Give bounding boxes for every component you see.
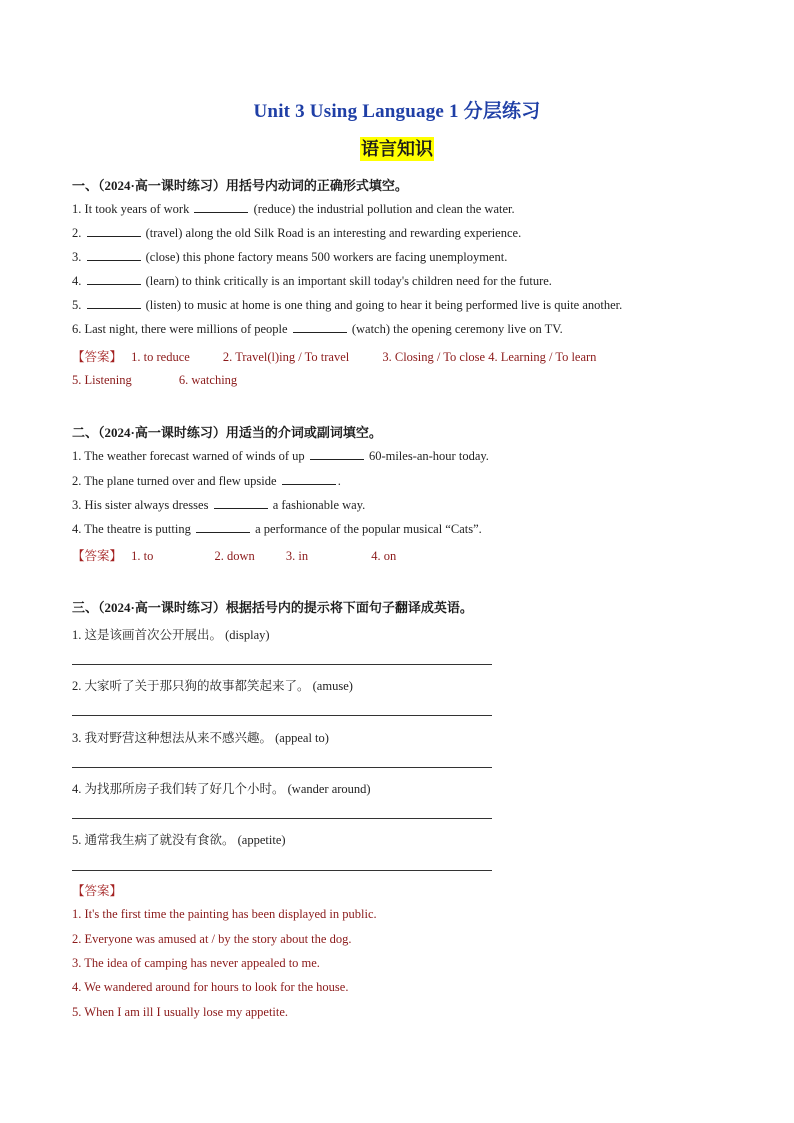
section1-heading: 一、（2024·高一课时练习）用括号内动词的正确形式填空。 [72,178,408,193]
question-hint: (display) [225,628,270,642]
question-hint: (amuse) [312,679,353,693]
question-text: 我对野营这种想法从来不感兴趣。 [84,731,273,745]
question-text-before: It took years of work [84,202,190,216]
question-text-before: Last night, there were millions of people [84,322,288,336]
answer-label: 【答案】 [72,884,123,898]
question-text-after: (travel) along the old Silk Road is an interesting and rewarding experience. [145,226,522,240]
fill-blank[interactable] [196,521,250,533]
question-text-after: (learn) to think critically is an important skill today's children need for the future. [145,274,552,288]
s1-question-5 [72,297,622,313]
s3-question-5 [72,830,286,848]
question-text-after: (reduce) the industrial pollution and clean the water. [253,202,515,216]
fill-blank[interactable] [282,473,336,485]
question-text-after: a fashionable way. [272,498,366,512]
question-number: 3. [72,498,82,512]
question-number: 2. [72,226,82,240]
s2-question-3 [72,497,365,513]
fill-blank[interactable] [194,201,248,213]
answer-writing-line[interactable] [72,870,492,871]
s2-question-2 [72,473,341,489]
question-number: 6. [72,322,82,336]
answer-writing-line[interactable] [72,818,492,819]
answer-writing-line[interactable] [72,664,492,665]
question-number: 3. [72,250,82,264]
question-text-after: (close) this phone factory means 500 workers are facing unemployment. [145,250,508,264]
s3-answer-1: 1. It's the first time the painting has been displayed in public. [72,907,377,921]
question-number: 1. [72,202,82,216]
s3-answer-5: 5. When I am ill I usually lose my appetite. [72,1005,289,1019]
section3-heading: 三、（2024·高一课时练习）根据括号内的提示将下面句子翻译成英语。 [72,600,473,615]
question-number: 3. [72,731,82,745]
question-text-before: The theatre is putting [84,522,191,536]
answer-item: 2. down [214,549,255,563]
answer-writing-line[interactable] [72,767,492,768]
s3-question-3 [72,728,329,746]
question-text-after: (watch) the opening ceremony live on TV. [351,322,563,336]
question-hint: (appetite) [237,833,286,847]
question-text-after: a performance of the popular musical “Cats”. [255,522,482,536]
s3-answer-3: 3. The idea of camping has never appealed to me. [72,956,320,970]
question-text: 通常我生病了就没有食欲。 [84,833,235,847]
fill-blank[interactable] [214,497,268,509]
s2-question-4 [72,521,482,537]
s3-answer-4: 4. We wandered around for hours to look for the house. [72,980,349,994]
s3-question-1 [72,625,270,643]
s1-question-4 [72,273,552,289]
s1-answers-row1 [72,347,596,365]
fill-blank[interactable] [87,297,141,309]
answer-item: 3. Closing / To close 4. Learning / To learn [382,350,597,364]
question-number: 2. [72,679,82,693]
s1-question-2 [72,225,521,241]
question-text-before: The plane turned over and flew upside [84,474,277,488]
page-title: Unit 3 Using Language 1 分层练习 [253,101,541,122]
fill-blank[interactable] [310,448,364,460]
answer-item: 4. on [371,549,397,563]
fill-blank[interactable] [293,321,347,333]
question-text-after: (listen) to music at home is one thing and going to hear it being performed live is quite another. [145,298,623,312]
question-number: 5. [72,298,82,312]
question-text: 这是该画首次公开展出。 [84,628,223,642]
question-hint: (wander around) [287,782,371,796]
fill-blank[interactable] [87,249,141,261]
question-text: 为找那所房子我们转了好几个小时。 [84,782,285,796]
question-text-before: His sister always dresses [84,498,209,512]
fill-blank[interactable] [87,273,141,285]
answer-label: 【答案】 [72,549,123,563]
subtitle-wrap [0,137,794,161]
question-hint: (appeal to) [275,731,329,745]
s2-answers [72,546,396,564]
section2-heading: 二、（2024·高一课时练习）用适当的介词或副词填空。 [72,425,382,440]
answer-item: 5. Listening [72,373,132,387]
question-number: 1. [72,449,82,463]
answer-item: 1. to [131,549,154,563]
s3-question-2 [72,676,353,694]
question-text-after: . [337,474,341,488]
s3-answer-label [72,881,122,899]
s3-question-4 [72,779,371,797]
question-number: 4. [72,522,82,536]
answer-item: 3. in [285,549,309,563]
answer-writing-line[interactable] [72,715,492,716]
s1-question-6 [72,321,563,337]
s1-answers-row2 [72,373,237,388]
s1-question-3 [72,249,507,265]
s2-question-1 [72,448,489,464]
question-number: 5. [72,833,82,847]
answer-item: 6. watching [178,373,238,387]
answer-label: 【答案】 [72,350,123,364]
s1-question-1 [72,201,515,217]
question-text-after: 60-miles-an-hour today. [368,449,489,463]
question-number: 2. [72,474,82,488]
answer-item: 2. Travel(l)ing / To travel [222,350,350,364]
fill-blank[interactable] [87,225,141,237]
question-number: 1. [72,628,82,642]
section-highlight-title: 语言知识 [361,139,433,159]
question-text: 大家听了关于那只狗的故事都笑起来了。 [84,679,310,693]
question-number: 4. [72,274,82,288]
question-number: 4. [72,782,82,796]
s3-answer-2: 2. Everyone was amused at / by the story about the dog. [72,932,352,946]
question-text-before: The weather forecast warned of winds of up [84,449,305,463]
answer-item: 1. to reduce [131,350,190,364]
